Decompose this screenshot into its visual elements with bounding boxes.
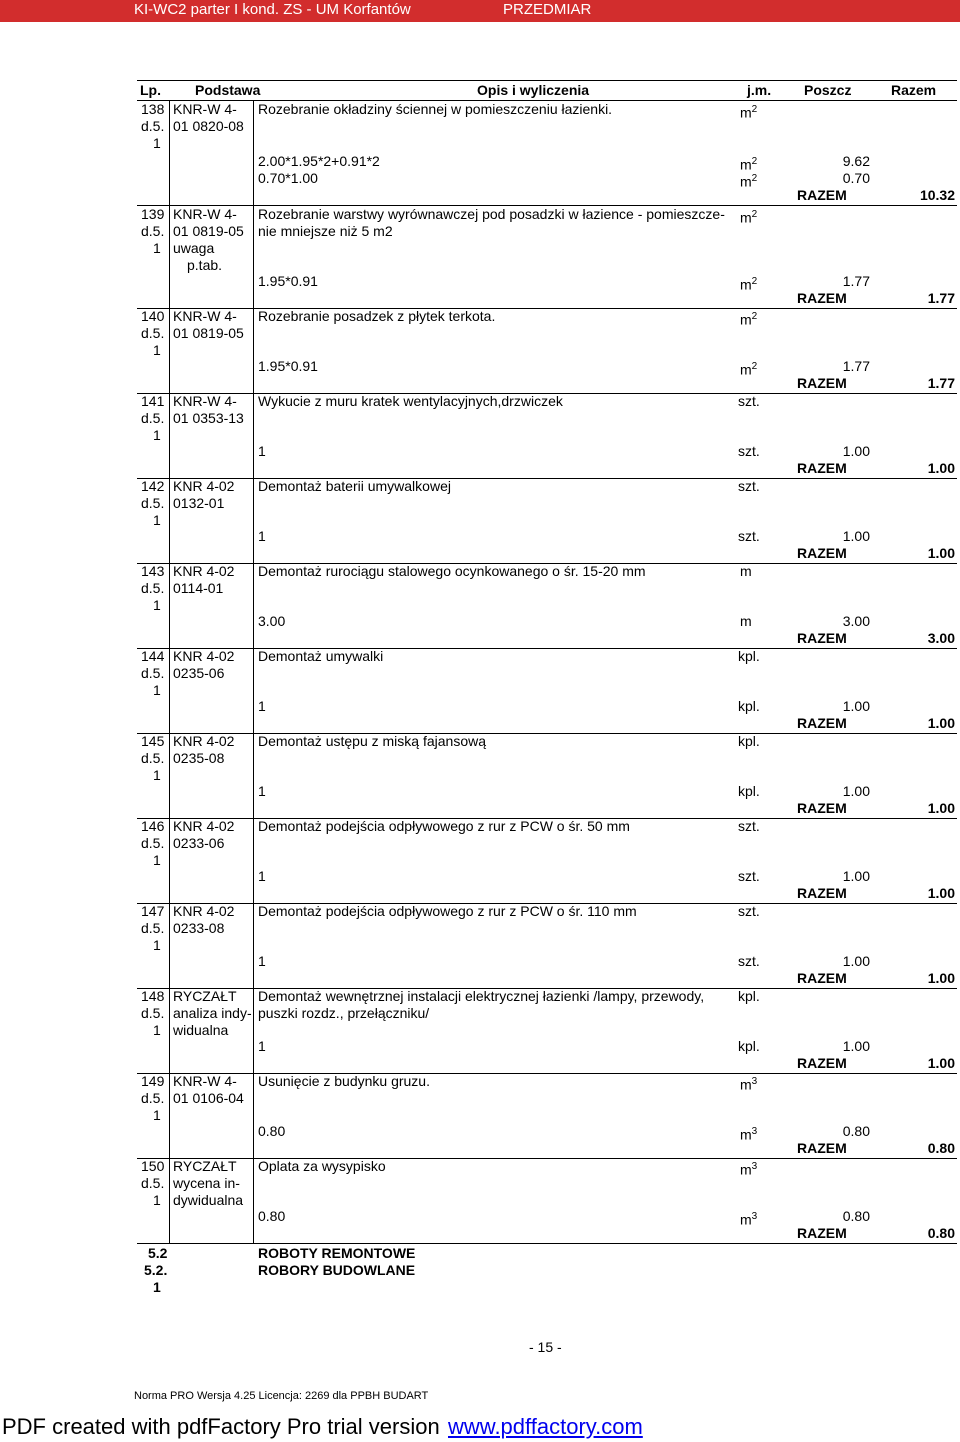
basis-code: analiza indy- bbox=[173, 1005, 252, 1021]
razem-label: RAZEM bbox=[797, 1140, 847, 1156]
header-opis: Opis i wyliczenia bbox=[477, 82, 590, 98]
unit-text: kpl. bbox=[738, 733, 760, 749]
calculation-unit bbox=[738, 953, 760, 970]
calculation-unit bbox=[738, 868, 760, 885]
item-number: d.5. bbox=[141, 750, 165, 766]
calculation-text: 2.00*1.95*2+0.91*2 bbox=[258, 153, 380, 169]
document-title: KI-WC2 parter I kond. ZS - UM Korfantów bbox=[134, 1, 411, 18]
item-description: Demontaż baterii umywalkowej bbox=[258, 478, 451, 494]
item-description: Oplata za wysypisko bbox=[258, 1158, 386, 1174]
calculation-text: 1 bbox=[258, 953, 266, 969]
calculation-text: 0.80 bbox=[258, 1208, 286, 1224]
partial-quantity: 0.70 bbox=[842, 170, 870, 186]
partial-quantity: 3.00 bbox=[842, 613, 870, 629]
item-number: 1 bbox=[153, 512, 161, 528]
basis-code: 0235-08 bbox=[173, 750, 225, 766]
header-lp: Lp. bbox=[140, 82, 161, 98]
calculation-unit bbox=[738, 1038, 760, 1055]
calculation-unit bbox=[740, 1123, 757, 1144]
razem-total: 1.77 bbox=[927, 375, 955, 391]
calculation-unit bbox=[738, 443, 760, 460]
item-number: d.5. bbox=[141, 920, 165, 936]
subsection-number-cont: 1 bbox=[153, 1279, 161, 1295]
item-number: d.5. bbox=[141, 410, 165, 426]
basis-code: 0235-06 bbox=[173, 665, 225, 681]
unit-label bbox=[738, 733, 760, 750]
unit-exponent: 2 bbox=[751, 209, 758, 220]
item-description: Rozebranie warstwy wyrównawczej pod posadzki w łazience - pomieszcze- bbox=[258, 206, 725, 222]
unit-label bbox=[738, 393, 760, 410]
calculation-text: 0.80 bbox=[258, 1123, 286, 1139]
calculation-text: 1.95*0.91 bbox=[258, 273, 318, 289]
unit-label bbox=[740, 206, 757, 227]
calculation-text: 1 bbox=[258, 528, 266, 544]
razem-total: 1.00 bbox=[927, 885, 955, 901]
razem-label: RAZEM bbox=[797, 630, 847, 646]
unit-label bbox=[738, 988, 760, 1005]
basis-code: RYCZAŁT bbox=[173, 1158, 237, 1174]
item-number: d.5. bbox=[141, 1005, 165, 1021]
razem-total: 1.00 bbox=[927, 800, 955, 816]
basis-code: p.tab. bbox=[187, 257, 223, 273]
basis-code: KNR 4-02 bbox=[173, 818, 235, 834]
item-number: 1 bbox=[153, 1022, 161, 1038]
item-number: 148 bbox=[141, 988, 165, 1004]
razem-total: 1.00 bbox=[927, 460, 955, 476]
table-header bbox=[137, 80, 957, 101]
razem-label: RAZEM bbox=[797, 885, 847, 901]
razem-label: RAZEM bbox=[797, 545, 847, 561]
item-number: d.5. bbox=[141, 325, 165, 341]
unit-text: kpl. bbox=[738, 648, 760, 664]
basis-code: 01 0819-05 bbox=[173, 223, 244, 239]
razem-total: 1.00 bbox=[927, 715, 955, 731]
header-podstawa: Podstawa bbox=[195, 82, 261, 98]
razem-total: 1.00 bbox=[927, 970, 955, 986]
row-separator bbox=[137, 1243, 957, 1244]
unit-exponent: 2 bbox=[751, 361, 758, 372]
unit-text: m bbox=[740, 173, 752, 190]
column-divider-lp bbox=[169, 100, 170, 1243]
razem-label: RAZEM bbox=[797, 715, 847, 731]
pdffactory-link[interactable]: www.pdffactory.com bbox=[448, 1414, 643, 1439]
partial-quantity: 1.00 bbox=[842, 528, 870, 544]
item-description: Demontaż wewnętrznej instalacji elektrycznej łazienki /lampy, przewody, bbox=[258, 988, 705, 1004]
document-title-bar bbox=[0, 0, 960, 22]
razem-total: 1.00 bbox=[927, 545, 955, 561]
basis-code: 01 0820-08 bbox=[173, 118, 244, 134]
partial-quantity: 1.00 bbox=[842, 953, 870, 969]
item-description: Wykucie z muru kratek wentylacyjnych,drzwiczek bbox=[258, 393, 563, 409]
razem-total: 1.00 bbox=[927, 1055, 955, 1071]
razem-label: RAZEM bbox=[797, 290, 847, 306]
razem-total: 3.00 bbox=[927, 630, 955, 646]
item-number: 1 bbox=[153, 597, 161, 613]
basis-code: KNR 4-02 bbox=[173, 733, 235, 749]
unit-text: m bbox=[740, 104, 752, 121]
unit-text: szt. bbox=[738, 443, 760, 459]
calculation-unit bbox=[738, 783, 760, 800]
partial-quantity: 0.80 bbox=[842, 1123, 870, 1139]
calculation-unit bbox=[740, 273, 757, 294]
partial-quantity: 1.00 bbox=[842, 783, 870, 799]
item-number: 1 bbox=[153, 1192, 161, 1208]
unit-label bbox=[740, 308, 757, 329]
item-number: 141 bbox=[141, 393, 165, 409]
unit-text: m bbox=[740, 361, 752, 378]
item-number: 1 bbox=[153, 937, 161, 953]
item-number: d.5. bbox=[141, 223, 165, 239]
basis-code: RYCZAŁT bbox=[173, 988, 237, 1004]
basis-code: 0233-06 bbox=[173, 835, 225, 851]
document-type: PRZEDMIAR bbox=[503, 1, 592, 18]
pdf-notice-text: PDF created with pdfFactory Pro trial version bbox=[2, 1414, 440, 1439]
calculation-text: 3.00 bbox=[258, 613, 286, 629]
basis-code: KNR-W 4- bbox=[173, 1073, 237, 1089]
item-number: 140 bbox=[141, 308, 165, 324]
unit-text: m bbox=[740, 276, 752, 293]
calculation-text: 1 bbox=[258, 443, 266, 459]
unit-label bbox=[738, 648, 760, 665]
calculation-text: 0.70*1.00 bbox=[258, 170, 318, 186]
calculation-unit bbox=[738, 698, 760, 715]
unit-text: kpl. bbox=[738, 698, 760, 714]
unit-label bbox=[738, 478, 760, 495]
unit-text: m bbox=[740, 156, 752, 173]
partial-quantity: 1.00 bbox=[842, 868, 870, 884]
basis-code: uwaga bbox=[173, 240, 215, 256]
unit-text: szt. bbox=[738, 953, 760, 969]
item-description: puszki rozdz., przełączniku/ bbox=[258, 1005, 430, 1021]
item-number: 1 bbox=[153, 1107, 161, 1123]
item-number: 1 bbox=[153, 342, 161, 358]
unit-exponent: 3 bbox=[751, 1126, 758, 1137]
item-number: 138 bbox=[141, 101, 165, 117]
basis-code: 01 0106-04 bbox=[173, 1090, 244, 1106]
subsection-number: 5.2. bbox=[144, 1262, 168, 1278]
item-number: 142 bbox=[141, 478, 165, 494]
razem-label: RAZEM bbox=[797, 800, 847, 816]
unit-text: m bbox=[740, 209, 752, 226]
razem-label: RAZEM bbox=[797, 375, 847, 391]
item-description: Usunięcie z budynku gruzu. bbox=[258, 1073, 430, 1089]
partial-quantity: 1.00 bbox=[842, 443, 870, 459]
unit-text: kpl. bbox=[738, 783, 760, 799]
item-number: 144 bbox=[141, 648, 165, 664]
basis-code: KNR 4-02 bbox=[173, 478, 235, 494]
item-number: 143 bbox=[141, 563, 165, 579]
item-number: 150 bbox=[141, 1158, 165, 1174]
item-number: d.5. bbox=[141, 1090, 165, 1106]
calculation-unit bbox=[738, 528, 760, 545]
basis-code: 01 0353-13 bbox=[173, 410, 244, 426]
item-description: Demontaż ustępu z miską fajansową bbox=[258, 733, 486, 749]
unit-exponent: 2 bbox=[751, 311, 758, 322]
item-number: 1 bbox=[153, 682, 161, 698]
unit-exponent: 2 bbox=[751, 173, 758, 184]
section-title: ROBOTY REMONTOWE bbox=[258, 1245, 416, 1261]
unit-text: m bbox=[740, 563, 752, 579]
partial-quantity: 1.77 bbox=[842, 358, 870, 374]
item-number: 1 bbox=[153, 852, 161, 868]
item-number: 139 bbox=[141, 206, 165, 222]
footer-license: Norma PRO Wersja 4.25 Licencja: 2269 dla PPBH BUDART bbox=[134, 1390, 429, 1402]
item-number: d.5. bbox=[141, 665, 165, 681]
razem-total: 1.77 bbox=[927, 290, 955, 306]
razem-label: RAZEM bbox=[797, 187, 847, 203]
calculation-text: 1 bbox=[258, 868, 266, 884]
item-number: 1 bbox=[153, 767, 161, 783]
basis-code: 0114-01 bbox=[173, 580, 224, 596]
razem-label: RAZEM bbox=[797, 970, 847, 986]
item-number: 147 bbox=[141, 903, 165, 919]
column-divider-podstawa bbox=[253, 100, 254, 1243]
basis-code: widualna bbox=[173, 1022, 229, 1038]
partial-quantity: 1.00 bbox=[842, 698, 870, 714]
razem-label: RAZEM bbox=[797, 460, 847, 476]
basis-code: wycena in- bbox=[173, 1175, 240, 1191]
item-description: Demontaż podejścia odpływowego z rur z PCW o śr. 110 mm bbox=[258, 903, 637, 919]
item-number: 146 bbox=[141, 818, 165, 834]
basis-code: dywidualna bbox=[173, 1192, 244, 1208]
item-description: Demontaż umywalki bbox=[258, 648, 384, 664]
section-number: 5.2 bbox=[148, 1245, 168, 1261]
unit-text: szt. bbox=[738, 818, 760, 834]
basis-code: KNR-W 4- bbox=[173, 101, 237, 117]
basis-code: 0233-08 bbox=[173, 920, 225, 936]
item-number: d.5. bbox=[141, 580, 165, 596]
page-number: - 15 - bbox=[529, 1339, 562, 1355]
unit-exponent: 2 bbox=[751, 104, 758, 115]
item-number: d.5. bbox=[141, 835, 165, 851]
header-poszcz: Poszcz bbox=[804, 82, 852, 98]
calculation-text: 1.95*0.91 bbox=[258, 358, 318, 374]
item-number: 145 bbox=[141, 733, 165, 749]
calculation-unit bbox=[740, 1208, 757, 1229]
unit-exponent: 2 bbox=[751, 276, 758, 287]
unit-text: szt. bbox=[738, 393, 760, 409]
unit-label bbox=[738, 818, 760, 835]
calculation-unit bbox=[740, 358, 757, 379]
basis-code: KNR 4-02 bbox=[173, 563, 235, 579]
unit-text: szt. bbox=[738, 903, 760, 919]
unit-text: szt. bbox=[738, 528, 760, 544]
partial-quantity: 1.77 bbox=[842, 273, 870, 289]
unit-label bbox=[740, 1158, 757, 1179]
item-number: 1 bbox=[153, 427, 161, 443]
item-description: Demontaż podejścia odpływowego z rur z PCW o śr. 50 mm bbox=[258, 818, 630, 834]
item-description: nie mniejsze niż 5 m2 bbox=[258, 223, 393, 239]
unit-text: szt. bbox=[738, 478, 760, 494]
basis-code: KNR-W 4- bbox=[173, 308, 237, 324]
razem-label: RAZEM bbox=[797, 1055, 847, 1071]
unit-text: m bbox=[740, 1211, 752, 1228]
razem-total: 0.80 bbox=[927, 1225, 955, 1241]
item-number: 1 bbox=[153, 135, 161, 151]
calculation-unit bbox=[740, 613, 752, 630]
razem-label: RAZEM bbox=[797, 1225, 847, 1241]
razem-total: 10.32 bbox=[919, 187, 955, 203]
header-jm: j.m. bbox=[747, 82, 772, 98]
partial-quantity: 0.80 bbox=[842, 1208, 870, 1224]
unit-label bbox=[740, 1073, 757, 1094]
unit-exponent: 3 bbox=[751, 1161, 758, 1172]
item-number: d.5. bbox=[141, 118, 165, 134]
item-description: Rozebranie posadzek z płytek terkota. bbox=[258, 308, 496, 324]
basis-code: KNR-W 4- bbox=[173, 206, 237, 222]
subsection-title: ROBORY BUDOWLANE bbox=[258, 1262, 416, 1278]
unit-exponent: 3 bbox=[751, 1076, 758, 1087]
item-number: 1 bbox=[153, 240, 161, 256]
calculation-text: 1 bbox=[258, 1038, 266, 1054]
basis-code: 0132-01 bbox=[173, 495, 225, 511]
item-description: Rozebranie okładziny ściennej w pomieszczeniu łazienki. bbox=[258, 101, 613, 117]
unit-exponent: 3 bbox=[751, 1211, 758, 1222]
razem-total: 0.80 bbox=[927, 1140, 955, 1156]
header-razem: Razem bbox=[891, 82, 937, 98]
unit-text: m bbox=[740, 1076, 752, 1093]
unit-label bbox=[738, 903, 760, 920]
calculation-text: 1 bbox=[258, 783, 266, 799]
partial-quantity: 1.00 bbox=[842, 1038, 870, 1054]
unit-label bbox=[740, 563, 752, 580]
pdf-notice-bar bbox=[0, 1413, 960, 1442]
unit-exponent: 2 bbox=[751, 156, 758, 167]
calculation-unit bbox=[740, 170, 757, 191]
basis-code: KNR 4-02 bbox=[173, 648, 235, 664]
unit-text: kpl. bbox=[738, 988, 760, 1004]
unit-text: m bbox=[740, 613, 752, 629]
basis-code: 01 0819-05 bbox=[173, 325, 244, 341]
partial-quantity: 9.62 bbox=[842, 153, 870, 169]
calculation-text: 1 bbox=[258, 698, 266, 714]
basis-code: KNR-W 4- bbox=[173, 393, 237, 409]
unit-label bbox=[740, 101, 757, 122]
unit-text: szt. bbox=[738, 868, 760, 884]
item-number: d.5. bbox=[141, 1175, 165, 1191]
unit-text: kpl. bbox=[738, 1038, 760, 1054]
unit-text: m bbox=[740, 1161, 752, 1178]
item-description: Demontaż rurociągu stalowego ocynkowanego o śr. 15-20 mm bbox=[258, 563, 646, 579]
basis-code: KNR 4-02 bbox=[173, 903, 235, 919]
unit-text: m bbox=[740, 311, 752, 328]
item-number: 149 bbox=[141, 1073, 165, 1089]
unit-text: m bbox=[740, 1126, 752, 1143]
item-number: d.5. bbox=[141, 495, 165, 511]
